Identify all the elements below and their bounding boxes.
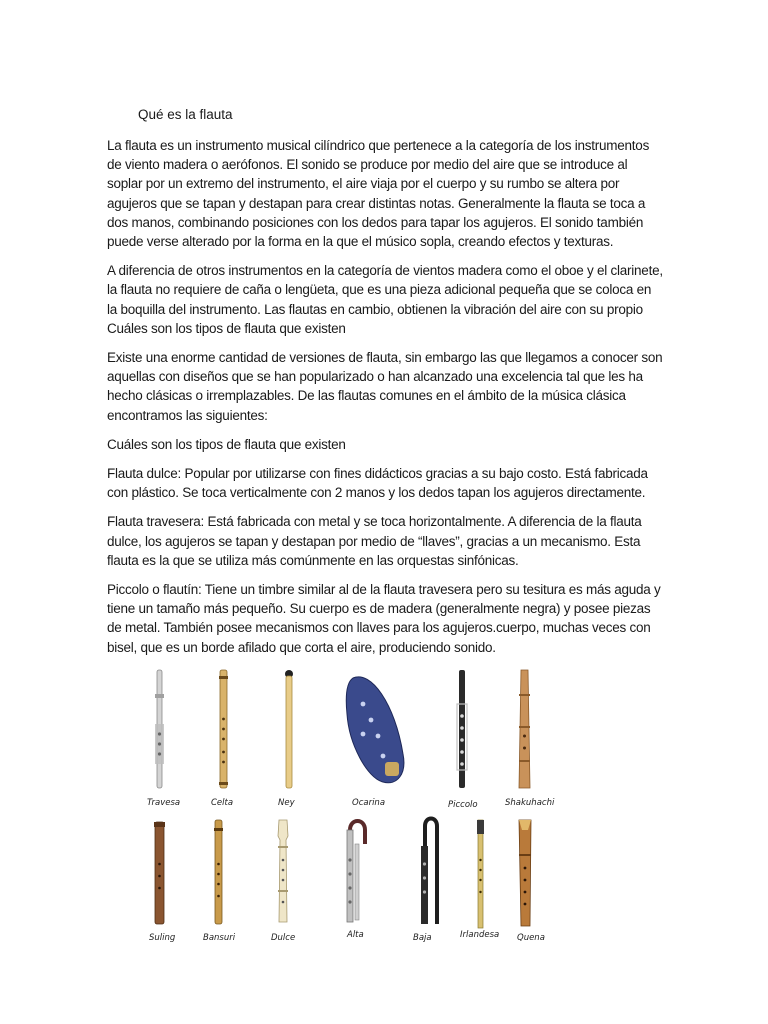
caption-bansuri: Bansuri bbox=[203, 933, 236, 943]
caption-irlandesa: Irlandesa bbox=[460, 930, 500, 940]
paragraph-intro: La flauta es un instrumento musical cilíndrico que pertenece a la categoría de los instrumentos de viento madera o aerófonos. El sonido se produce por medio del aire que se introduce al soplar por un extremo del instrumento, el aire viaja por el cuerpo y su rumbo se altera por agujeros que se tapan y destapan para crear distintas notas. Generalmente la flauta se toca a dos manos, combinando posiciones con los dedos para tapar los agujeros. El sonido también puede verse alterado por la forma en la que el músico sopla, creando efectos y texturas. bbox=[107, 138, 650, 250]
bansuri-icon bbox=[214, 820, 223, 924]
caption-baja: Baja bbox=[413, 933, 432, 943]
paragraph-flauta-travesera: Flauta travesera: Está fabricada con metal y se toca horizontalmente. A diferencia de la flauta dulce, los agujeros se tapan y destapan por medio de “llaves”, gracias a un mecanismo. Esta flauta es la que se utiliza más comúnmente en las orquestas sinfónicas. bbox=[107, 514, 642, 568]
caption-piccolo: Piccolo bbox=[448, 800, 478, 810]
caption-dulce: Dulce bbox=[271, 933, 296, 943]
paragraph-types-heading: Cuáles son los tipos de flauta que existen bbox=[107, 436, 346, 452]
caption-suling: Suling bbox=[149, 933, 176, 943]
shakuhachi-icon bbox=[519, 670, 530, 788]
flute-types-figure bbox=[135, 664, 565, 950]
alto-flute-icon bbox=[347, 821, 365, 922]
document-title: Qué es la flauta bbox=[138, 107, 233, 122]
recorder-icon bbox=[278, 820, 288, 922]
piccolo-icon bbox=[457, 670, 467, 788]
caption-travesa: Travesa bbox=[147, 798, 181, 808]
caption-celta: Celta bbox=[211, 798, 234, 808]
caption-shakuhachi: Shakuhachi bbox=[505, 798, 555, 808]
caption-quena: Quena bbox=[517, 933, 545, 943]
ocarina-icon bbox=[346, 677, 404, 783]
document-body bbox=[107, 136, 663, 667]
paragraph-piccolo: Piccolo o flautín: Tiene un timbre similar al de la flauta travesera pero su tesitura es más aguda y tiene un tamaño más pequeño. Su cuerpo es de madera (generalmente negra) y posee piezas de metal. También posee mecanismos con llaves para los agujeros.cuerpo, muchas veces con bisel, que es un borde afilado que corta el aire, produciendo sonido. bbox=[107, 582, 661, 655]
quena-icon bbox=[519, 820, 531, 926]
flute-types-illustration bbox=[135, 664, 565, 950]
transverse-flute-icon bbox=[155, 670, 164, 788]
paragraph-versions: Existe una enorme cantidad de versiones de flauta, sin embargo las que llegamos a conocer son aquellas con diseños que se han popularizado o han alcanzado una excelencia tal que les ha hecho clásicas o irremplazables. De las flautas comunes en el ámbito de la música clásica encontramos las siguientes: bbox=[107, 350, 663, 423]
paragraph-flauta-dulce: Flauta dulce: Popular por utilizarse con fines didácticos gracias a su bajo costo. Está fabricada con plástico. Se toca verticalmente con 2 manos y los dedos tapan los agujeros directamente. bbox=[107, 466, 648, 501]
ney-flute-icon bbox=[285, 670, 293, 788]
celtic-flute-icon bbox=[219, 670, 228, 788]
caption-ney: Ney bbox=[278, 798, 295, 808]
suling-icon bbox=[154, 822, 165, 924]
caption-ocarina: Ocarina bbox=[352, 798, 386, 808]
paragraph-comparison: A diferencia de otros instrumentos en la categoría de vientos madera como el oboe y el clarinete, la flauta no requiere de caña o lengüeta, que es una pieza adicional pequeña que se coloca en la boquilla del instrumento. Las flautas en cambio, obtienen la vibración del aire con su propio Cuáles son los tipos de flauta que existen bbox=[107, 263, 663, 336]
bass-flute-icon bbox=[421, 819, 437, 925]
caption-alta: Alta bbox=[347, 930, 364, 940]
tin-whistle-icon bbox=[477, 820, 484, 928]
